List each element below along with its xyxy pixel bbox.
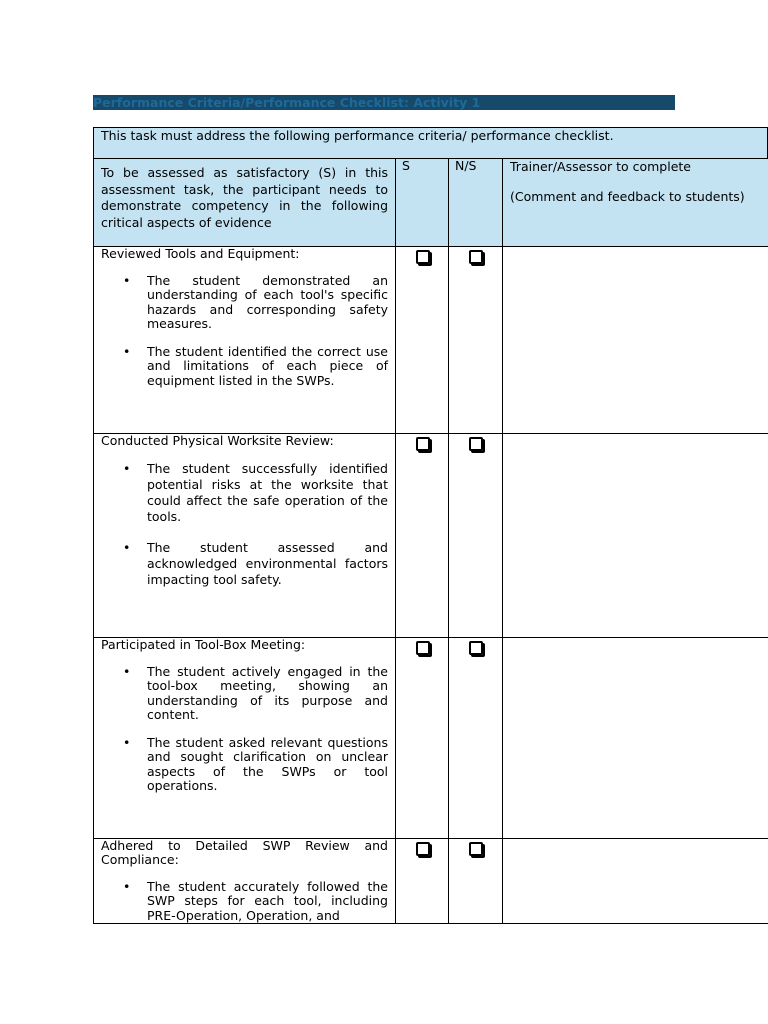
criterion-row: [94, 247, 768, 434]
s-header: S: [396, 159, 449, 246]
trainer-header-label: Trainer/Assessor to complete: [510, 159, 691, 174]
trainer-comment-cell[interactable]: [503, 247, 768, 433]
ns-cell: [449, 638, 503, 838]
ns-checkbox[interactable]: [469, 437, 483, 451]
s-checkbox[interactable]: [416, 250, 430, 264]
criterion-bullets: [94, 461, 395, 588]
ns-header: N/S: [449, 159, 503, 246]
criterion-bullets: [94, 880, 395, 923]
trainer-comment-cell[interactable]: [503, 434, 768, 637]
criterion-bullet: • The student asked relevant questions and sought clarification on unclear aspects of the SWPs or tool operations.: [147, 736, 388, 793]
criterion-cell: [94, 434, 396, 637]
intro-text: This task must address the following performance criteria/ performance checklist.: [94, 128, 768, 159]
document-title: Performance Criteria/Performance Checklist: Activity 1: [93, 95, 675, 110]
s-checkbox[interactable]: [416, 842, 430, 856]
ns-cell: [449, 434, 503, 637]
header-row: [94, 159, 768, 247]
criterion-bullet: • The student assessed and acknowledged environmental factors impacting tool safety.: [147, 540, 388, 588]
s-cell: [396, 638, 449, 838]
criterion-bullets: [94, 274, 395, 388]
checklist-table: [93, 127, 768, 924]
criteria-header: To be assessed as satisfactory (S) in this assessment task, the participant needs to demonstrate competency in the following critical aspects of evidence: [94, 159, 396, 246]
criterion-bullet: • The student accurately followed the SWP steps for each tool, including PRE-Operation, Operation, and: [147, 880, 388, 923]
criterion-title: Participated in Tool-Box Meeting:: [101, 637, 306, 652]
criterion-row: [94, 638, 768, 839]
s-cell: [396, 434, 449, 637]
ns-checkbox[interactable]: [469, 641, 483, 655]
trainer-header: [503, 159, 768, 246]
criterion-title: Reviewed Tools and Equipment:: [101, 246, 300, 261]
trainer-header-note: (Comment and feedback to students): [510, 189, 745, 204]
ns-cell: [449, 839, 503, 924]
criterion-bullet: • The student successfully identified potential risks at the worksite that could affect the safe operation of the tools.: [147, 461, 388, 525]
ns-cell: [449, 247, 503, 433]
s-checkbox[interactable]: [416, 437, 430, 451]
trainer-comment-cell[interactable]: [503, 638, 768, 838]
criterion-bullets: [94, 665, 395, 793]
criterion-cell: [94, 247, 396, 433]
criterion-title: Conducted Physical Worksite Review:: [101, 433, 334, 448]
criterion-title: Adhered to Detailed SWP Review and Compliance:: [101, 838, 388, 867]
ns-checkbox[interactable]: [469, 250, 483, 264]
criterion-cell: [94, 638, 396, 838]
ns-checkbox[interactable]: [469, 842, 483, 856]
criterion-row: [94, 434, 768, 638]
criterion-bullet: • The student demonstrated an understanding of each tool's specific hazards and corresponding safety measures.: [147, 274, 388, 331]
s-cell: [396, 839, 449, 924]
trainer-comment-cell[interactable]: [503, 839, 768, 924]
criterion-bullet: • The student actively engaged in the tool-box meeting, showing an understanding of its purpose and content.: [147, 665, 388, 722]
criterion-cell: [94, 839, 396, 924]
criterion-row: [94, 839, 768, 924]
s-checkbox[interactable]: [416, 641, 430, 655]
criterion-bullet: • The student identified the correct use and limitations of each piece of equipment listed in the SWPs.: [147, 345, 388, 388]
s-cell: [396, 247, 449, 433]
